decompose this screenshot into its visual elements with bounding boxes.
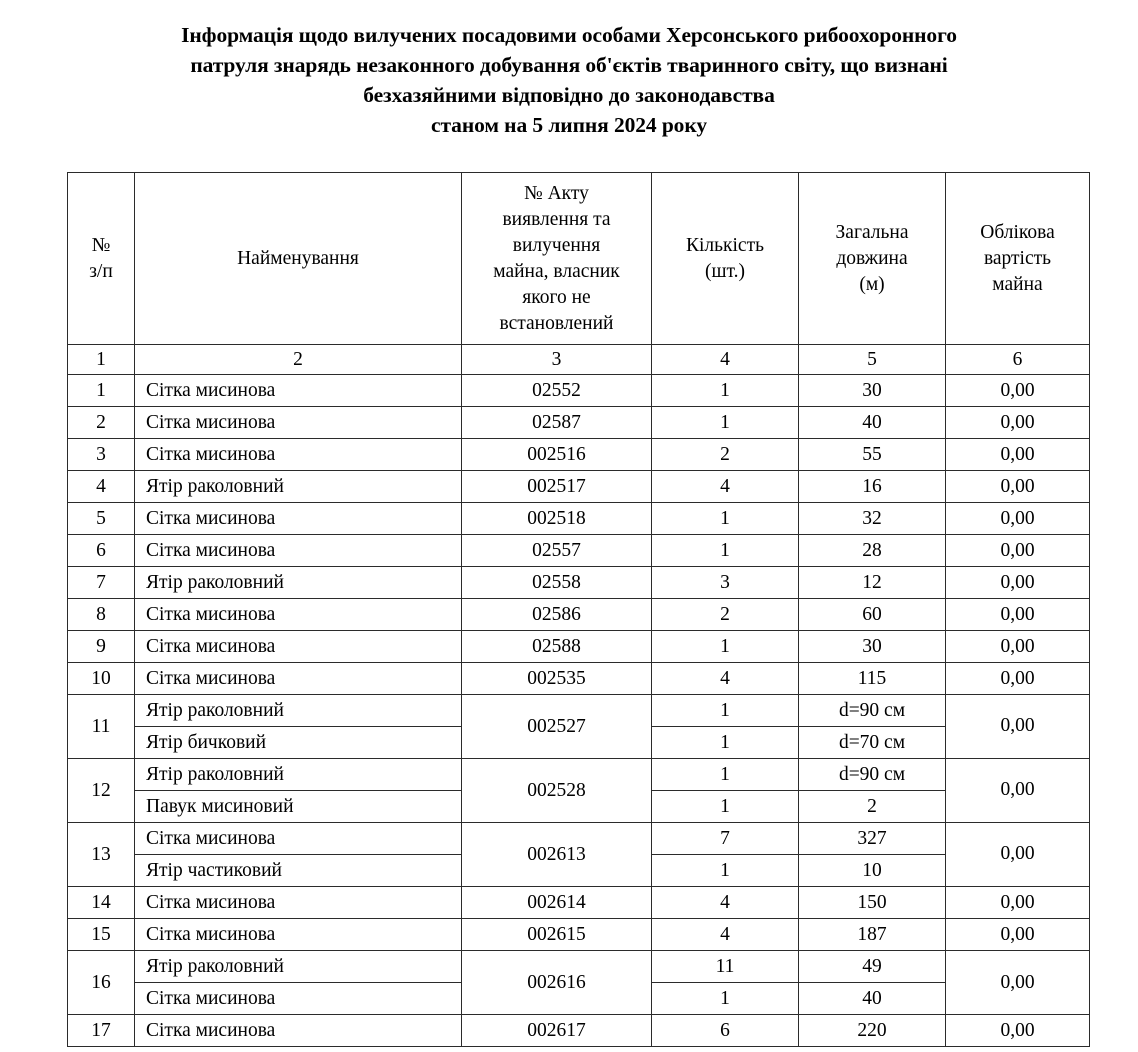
cell-quantity: 6: [652, 1015, 799, 1047]
title-line-4: станом на 5 липня 2024 року: [431, 113, 707, 137]
cell-act-number: 02586: [462, 599, 652, 631]
cell-book-value: 0,00: [946, 1015, 1090, 1047]
cell-name: Павук мисиновий: [135, 791, 462, 823]
header-line: (м): [859, 273, 885, 295]
cell-book-value: 0,00: [946, 375, 1090, 407]
document-title: [0, 0, 1138, 140]
cell-book-value: 0,00: [946, 567, 1090, 599]
cell-book-value: 0,00: [946, 951, 1090, 1015]
cell-book-value: 0,00: [946, 599, 1090, 631]
header-line: № Акту: [524, 182, 589, 204]
header-cell-act-number: [462, 173, 652, 345]
cell-name: Сітка мисинова: [135, 599, 462, 631]
table-row: [68, 663, 1090, 695]
cell-act-number: 002517: [462, 471, 652, 503]
cell-act-number: 002617: [462, 1015, 652, 1047]
cell-quantity: 2: [652, 439, 799, 471]
cell-total-length: 327: [799, 823, 946, 855]
cell-name: Ятір частиковий: [135, 855, 462, 887]
header-line: виявлення та: [502, 208, 611, 230]
cell-total-length: 28: [799, 535, 946, 567]
cell-index: 12: [68, 759, 135, 823]
header-line: Загальна: [835, 221, 909, 243]
cell-index: 6: [68, 535, 135, 567]
cell-quantity: 1: [652, 503, 799, 535]
cell-total-length: 30: [799, 375, 946, 407]
header-line: якого не: [522, 286, 591, 308]
header-line: з/п: [89, 260, 113, 282]
table-row: [68, 567, 1090, 599]
table-row: [68, 951, 1090, 983]
table-row: [68, 823, 1090, 855]
cell-book-value: 0,00: [946, 407, 1090, 439]
cell-name: Сітка мисинова: [135, 503, 462, 535]
cell-total-length: 55: [799, 439, 946, 471]
cell-total-length: 2: [799, 791, 946, 823]
cell-name: Сітка мисинова: [135, 535, 462, 567]
cell-total-length: d=90 см: [799, 695, 946, 727]
cell-quantity: 11: [652, 951, 799, 983]
cell-book-value: 0,00: [946, 535, 1090, 567]
cell-name: Ятір раколовний: [135, 695, 462, 727]
cell-total-length: 40: [799, 983, 946, 1015]
cell-name: Ятір раколовний: [135, 951, 462, 983]
cell-index: 15: [68, 919, 135, 951]
cell-name: Сітка мисинова: [135, 887, 462, 919]
cell-quantity: 4: [652, 887, 799, 919]
title-line-3: безхазяйними відповідно до законодавства: [363, 83, 775, 107]
header-line: встановлений: [499, 312, 614, 334]
cell-index: 13: [68, 823, 135, 887]
table-row: [68, 471, 1090, 503]
header-line: Кількість: [685, 234, 764, 256]
cell-book-value: 0,00: [946, 471, 1090, 503]
table-row: [68, 599, 1090, 631]
cell-act-number: 002615: [462, 919, 652, 951]
cell-total-length: 220: [799, 1015, 946, 1047]
table-row: [68, 1015, 1090, 1047]
cell-total-length: 187: [799, 919, 946, 951]
cell-quantity: 1: [652, 535, 799, 567]
cell-index: 17: [68, 1015, 135, 1047]
cell-book-value: 0,00: [946, 695, 1090, 759]
cell-total-length: 12: [799, 567, 946, 599]
cell-act-number: 02552: [462, 375, 652, 407]
cell-index: 9: [68, 631, 135, 663]
table-row: [68, 631, 1090, 663]
cell-index: 2: [68, 407, 135, 439]
cell-book-value: 0,00: [946, 919, 1090, 951]
cell-act-number: 002516: [462, 439, 652, 471]
cell-total-length: d=70 см: [799, 727, 946, 759]
table-container: [0, 172, 1138, 1047]
cell-quantity: 2: [652, 599, 799, 631]
cell-total-length: 60: [799, 599, 946, 631]
cell-book-value: 0,00: [946, 439, 1090, 471]
cell-index: 4: [68, 471, 135, 503]
cell-book-value: 0,00: [946, 631, 1090, 663]
cell-total-length: 150: [799, 887, 946, 919]
cell-name: Сітка мисинова: [135, 439, 462, 471]
seized-gear-table: [67, 172, 1090, 1047]
cell-act-number: 002613: [462, 823, 652, 887]
cell-act-number: 002528: [462, 759, 652, 823]
title-line-2: патруля знарядь незаконного добування об'єктів тваринного світу, що визнані: [190, 53, 948, 77]
cell-name: Сітка мисинова: [135, 663, 462, 695]
cell-name: Ятір раколовний: [135, 759, 462, 791]
cell-quantity: 1: [652, 855, 799, 887]
cell-act-number: 002527: [462, 695, 652, 759]
cell-book-value: 0,00: [946, 887, 1090, 919]
table-row: [68, 919, 1090, 951]
cell-name: Сітка мисинова: [135, 631, 462, 663]
table-header-row: [68, 173, 1090, 345]
cell-act-number: 02557: [462, 535, 652, 567]
cell-quantity: 4: [652, 663, 799, 695]
cell-total-length: 40: [799, 407, 946, 439]
cell-index: 10: [68, 663, 135, 695]
cell-quantity: 1: [652, 631, 799, 663]
header-line: майна, власник: [493, 260, 620, 282]
table-row: [68, 535, 1090, 567]
cell-index: 3: [68, 439, 135, 471]
cell-total-length: 16: [799, 471, 946, 503]
cell-quantity: 1: [652, 727, 799, 759]
header-cell-total-length: [799, 173, 946, 345]
column-number-2: 2: [135, 345, 462, 375]
cell-total-length: d=90 см: [799, 759, 946, 791]
cell-act-number: 002616: [462, 951, 652, 1015]
column-number-4: 4: [652, 345, 799, 375]
cell-quantity: 1: [652, 407, 799, 439]
header-cell-book-value: [946, 173, 1090, 345]
header-line: вилучення: [512, 234, 601, 256]
cell-name: Сітка мисинова: [135, 1015, 462, 1047]
column-number-3: 3: [462, 345, 652, 375]
table-row: [68, 759, 1090, 791]
cell-act-number: 002535: [462, 663, 652, 695]
header-line: (шт.): [705, 260, 745, 282]
cell-book-value: 0,00: [946, 503, 1090, 535]
cell-name: Сітка мисинова: [135, 983, 462, 1015]
cell-name: Сітка мисинова: [135, 375, 462, 407]
cell-quantity: 1: [652, 983, 799, 1015]
column-number-6: 6: [946, 345, 1090, 375]
cell-index: 8: [68, 599, 135, 631]
cell-index: 11: [68, 695, 135, 759]
cell-name: Сітка мисинова: [135, 407, 462, 439]
cell-total-length: 115: [799, 663, 946, 695]
cell-quantity: 1: [652, 695, 799, 727]
cell-index: 16: [68, 951, 135, 1015]
cell-quantity: 3: [652, 567, 799, 599]
cell-act-number: 002614: [462, 887, 652, 919]
table-row: [68, 887, 1090, 919]
header-line: Найменування: [237, 247, 359, 269]
table-row: [68, 439, 1090, 471]
header-line: довжина: [836, 247, 908, 269]
cell-book-value: 0,00: [946, 823, 1090, 887]
cell-quantity: 1: [652, 791, 799, 823]
cell-total-length: 49: [799, 951, 946, 983]
cell-total-length: 32: [799, 503, 946, 535]
header-line: вартість: [983, 247, 1052, 269]
table-row: [68, 407, 1090, 439]
cell-quantity: 1: [652, 375, 799, 407]
header-line: №: [91, 234, 111, 256]
cell-quantity: 1: [652, 759, 799, 791]
cell-act-number: 02588: [462, 631, 652, 663]
cell-act-number: 02558: [462, 567, 652, 599]
cell-book-value: 0,00: [946, 663, 1090, 695]
header-cell-index: [68, 173, 135, 345]
table-row: [68, 375, 1090, 407]
column-number-5: 5: [799, 345, 946, 375]
cell-act-number: 002518: [462, 503, 652, 535]
cell-quantity: 4: [652, 919, 799, 951]
cell-quantity: 7: [652, 823, 799, 855]
cell-index: 1: [68, 375, 135, 407]
table-row: [68, 695, 1090, 727]
cell-index: 7: [68, 567, 135, 599]
table-row: [68, 503, 1090, 535]
header-line: майна: [992, 273, 1043, 295]
cell-name: Ятір бичковий: [135, 727, 462, 759]
cell-book-value: 0,00: [946, 759, 1090, 823]
header-line: Облікова: [980, 221, 1055, 243]
cell-index: 5: [68, 503, 135, 535]
column-number-1: 1: [68, 345, 135, 375]
column-number-row: [68, 345, 1090, 375]
cell-quantity: 4: [652, 471, 799, 503]
cell-total-length: 10: [799, 855, 946, 887]
cell-index: 14: [68, 887, 135, 919]
cell-act-number: 02587: [462, 407, 652, 439]
header-cell-quantity: [652, 173, 799, 345]
cell-name: Сітка мисинова: [135, 919, 462, 951]
cell-name: Ятір раколовний: [135, 567, 462, 599]
cell-name: Сітка мисинова: [135, 823, 462, 855]
header-cell-name: [135, 173, 462, 345]
cell-total-length: 30: [799, 631, 946, 663]
cell-name: Ятір раколовний: [135, 471, 462, 503]
title-line-1: Інформація щодо вилучених посадовими особами Херсонського рибоохоронного: [181, 23, 957, 47]
